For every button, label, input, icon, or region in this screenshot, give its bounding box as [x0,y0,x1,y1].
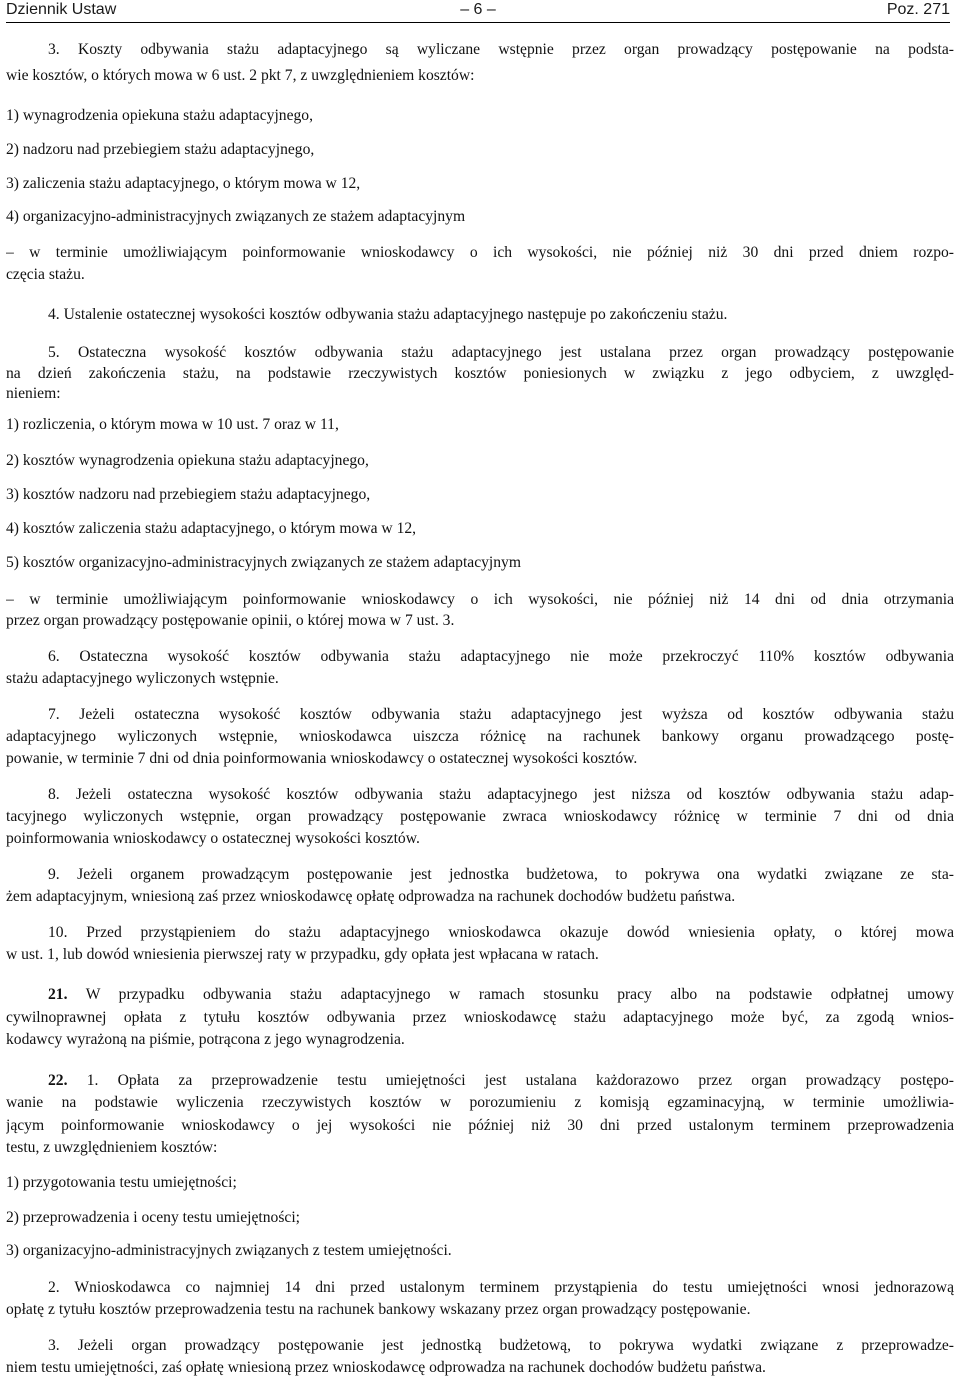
text-line: tacyjnego wyliczonych wstępnie, organ prowadzący postępowanie zwraca wnioskodawcy różnicę w terminie 7 dni od dnia [6,808,954,825]
list-item: 2) nadzoru nad przebiegiem stażu adaptacyjnego, [6,141,315,158]
list-item: 2) przeprowadzenia i oceny testu umiejętności; [6,1209,301,1226]
list-item: 1) przygotowania testu umiejętności; [6,1174,237,1191]
text-line: 3. Koszty odbywania stażu adaptacyjnego są wyliczane wstępnie przez organ prowadzący postępowanie na podsta- [48,41,954,58]
text-line: w ust. 1, lub dowód wniesienia pierwszej raty w przypadku, gdy opłata jest wpłacana w ratach. [6,946,599,963]
list-item: 5) kosztów organizacyjno-administracyjnych związanych ze stażem adaptacyjnym [6,554,521,571]
text-line: kodawcy wyrażoną na piśmie, potrącona z jego wynagrodzenia. [6,1031,405,1048]
text-line: – w terminie umożliwiającym poinformowanie wnioskodawcy o ich wysokości, nie później niż 30 dni przed dniem rozpo- [6,244,954,261]
text-line: na dzień zakończenia stażu, na podstawie rzeczywistych kosztów poniesionych w związku z jego odbyciem, z uwzględ- [6,365,954,382]
text-line: nieniem: [6,385,61,402]
text-line: testu, z uwzględnieniem kosztów: [6,1139,218,1156]
text-line: przez organ prowadzący postępowanie opinii, o której mowa w 7 ust. 3. [6,612,455,629]
text-line: poinformowania wnioskodawcy o ostatecznej wysokości kosztów. [6,830,420,847]
position-number: Poz. 271 [886,1,950,18]
section-22-text: 22. 1. Opłata za przeprowadzenie testu umiejętności jest ustalana każdorazowo przez organ prowadzący postępo- [48,1072,954,1089]
text-line: opłatę z tytułu kosztów przeprowadzenia testu na rachunek bankowy wskazany przez organ prowadzący postępowanie. [6,1301,751,1318]
list-item: 3) zaliczenia stażu adaptacyjnego, o którym mowa w 12, [6,175,361,192]
list-item: 4) organizacyjno-administracyjnych związanych ze stażem adaptacyjnym [6,208,466,225]
text-line: 8. Jeżeli ostateczna wysokość kosztów odbywania stażu adaptacyjnego jest niższa od kosztów odbywania stażu adap- [48,786,954,803]
text-line: żem adaptacyjnym, wniesioną zaś przez wnioskodawcę opłatę odprowadza na rachunek dochodów budżetu państwa. [6,888,736,905]
journal-title: Dziennik Ustaw [6,1,117,18]
text-line: niem testu umiejętności, zaś opłatę wniesioną przez wnioskodawcę odprowadza na rachunek dochodów budżetu państwa. [6,1359,766,1376]
text-line: częcia stażu. [6,266,85,283]
page-number: – 6 – [460,1,496,18]
list-item: 1) wynagrodzenia opiekuna stażu adaptacyjnego, [6,107,313,124]
text-line: wie kosztów, o których mowa w 6 ust. 2 pkt 7, z uwzględnieniem kosztów: [6,67,475,84]
text-line: – w terminie umożliwiającym poinformowanie wnioskodawcy o ich wysokości, nie później niż 14 dni od dnia otrzymania [6,591,954,608]
page-header [6,0,950,23]
text-line: powanie, w terminie 7 dni od dnia poinformowania wnioskodawcy o ostatecznej wysokości kosztów. [6,750,638,767]
section-21-text: 21. W przypadku odbywania stażu adaptacyjnego w ramach stosunku pracy albo na podstawie odpłatnej umowy [48,986,954,1003]
text-line: 4. Ustalenie ostatecznej wysokości kosztów odbywania stażu adaptacyjnego następuje po zakończeniu stażu. [48,306,728,323]
text-line: stażu adaptacyjnego wyliczonych wstępnie. [6,670,279,687]
text-line: 5. Ostateczna wysokość kosztów odbywania stażu adaptacyjnego jest ustalana przez organ prowadzący postępowanie [48,344,954,361]
list-item: 1) rozliczenia, o którym mowa w 10 ust. 7 oraz w 11, [6,416,339,433]
text-line: 10. Przed przystąpieniem do stażu adaptacyjnego wnioskodawca okazuje dowód wniesienia opłaty, o której mowa [48,924,954,941]
text-line: cywilnoprawnej opłata z tytułu kosztów odbywania przez wnioskodawcę stażu adaptacyjnego może być, za zgodą wnios- [6,1009,954,1026]
text-line: 3. Jeżeli organ prowadzący postępowanie jest jednostką budżetową, to pokrywa wydatki związane z przeprowadze- [48,1337,954,1354]
text-line: jącym poinformowanie wnioskodawcy o jej wysokości nie później niż 30 dni przed ustalonym terminem przeprowadzenia [6,1117,954,1134]
list-item: 2) kosztów wynagrodzenia opiekuna stażu adaptacyjnego, [6,452,369,469]
text-line: wanie na podstawie wyliczenia rzeczywistych kosztów w porozumieniu z komisją egzaminacyjną, w terminie umożliwia- [6,1094,954,1111]
text-line: adaptacyjnego wyliczonych wstępnie, wnioskodawca uiszcza różnicę na rachunek bankowy organu prowadzącego postę- [6,728,954,745]
text-line: 9. Jeżeli organem prowadzącym postępowanie jest jednostka budżetowa, to pokrywa ona wydatki związane ze sta- [48,866,954,883]
list-item: 3) organizacyjno-administracyjnych związanych z testem umiejętności. [6,1242,452,1259]
text-line: 6. Ostateczna wysokość kosztów odbywania stażu adaptacyjnego nie może przekroczyć 110% kosztów odbywania [48,648,954,665]
list-item: 4) kosztów zaliczenia stażu adaptacyjnego, o którym mowa w 12, [6,520,417,537]
text-line: 2. Wnioskodawca co najmniej 14 dni przed ustalonym terminem przystąpienia do testu umiejętności wnosi jednorazową [48,1279,954,1296]
list-item: 3) kosztów nadzoru nad przebiegiem stażu adaptacyjnego, [6,486,371,503]
text-line: 7. Jeżeli ostateczna wysokość kosztów odbywania stażu adaptacyjnego jest wyższa od kosztów odbywania stażu [48,706,954,723]
